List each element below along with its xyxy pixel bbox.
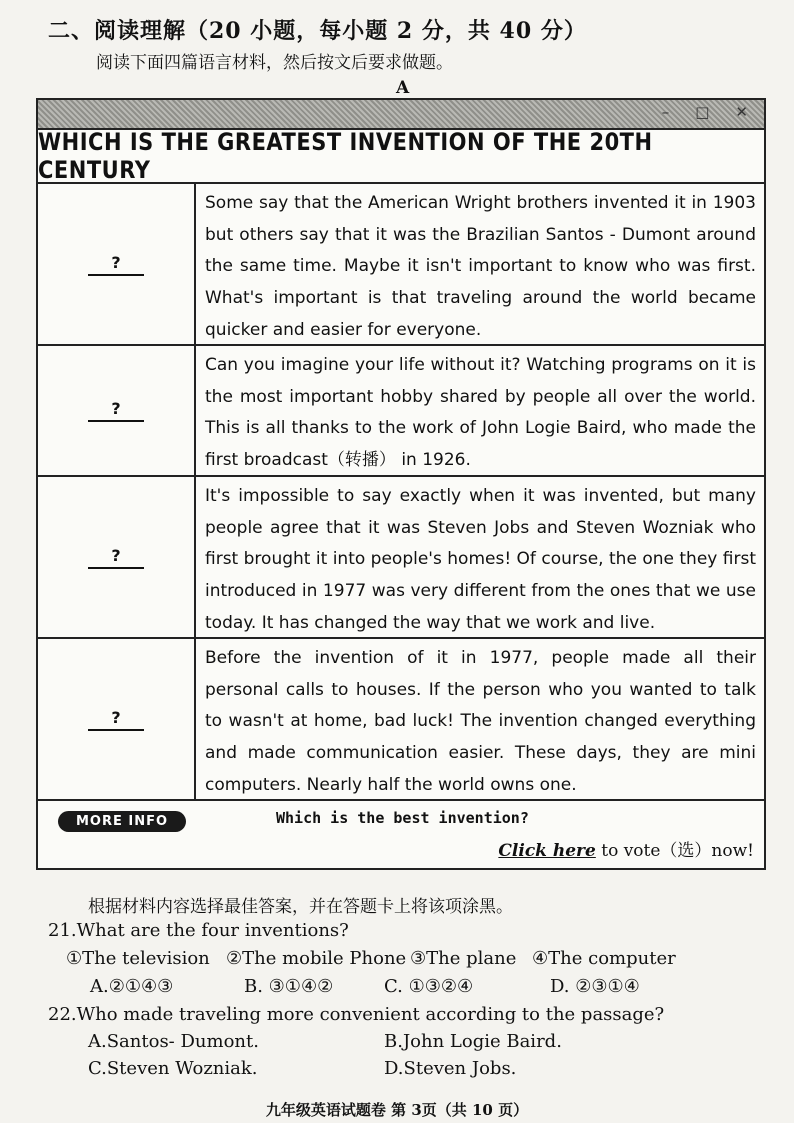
- vote-question: Which is the best invention?: [276, 809, 529, 827]
- click-here-link[interactable]: Click here: [498, 841, 596, 861]
- blank-cell: [38, 639, 196, 799]
- minimize-icon[interactable]: –: [661, 103, 670, 121]
- q21-item: ③The plane: [410, 948, 517, 969]
- window-controls: [662, 103, 748, 121]
- question-22-stem: 22.Who made traveling more convenient according to the passage?: [48, 1004, 665, 1025]
- section-instructions: 阅读下面四篇语言材料，然后按文后要求做题。: [96, 53, 453, 73]
- answer-blank: ?: [88, 708, 144, 731]
- more-info-badge[interactable]: MORE INFO: [58, 811, 186, 832]
- heading-row: [38, 130, 764, 184]
- invention-description: It's impossible to say exactly when it was invented, but many people agree that it was Steven Jobs and Steven Wozniak who first brought it into people's homes! Of course, the one they first introduced in 1977 was very different from the ones that we use today. It has changed the way that we work and live.: [205, 486, 756, 633]
- blank-cell: [38, 346, 196, 475]
- answer-blank: ?: [88, 399, 144, 422]
- invention-row: [38, 184, 764, 346]
- invention-description: Some say that the American Wright brothers invented it in 1903 but others say that it was the Brazilian Santos - Dumont around the same time. Maybe it isn't important to know who was first. What's important is that traveling around the world became quicker and easier for everyone.: [205, 193, 756, 340]
- q21-item: ②The mobile Phone: [226, 948, 407, 969]
- vote-line: [498, 836, 754, 861]
- q22-option-c: C.Steven Wozniak.: [88, 1058, 258, 1079]
- passage-heading: WHICH IS THE GREATEST INVENTION OF THE 20TH CENTURY: [38, 128, 653, 184]
- passage-letter: A: [396, 78, 410, 98]
- invention-row: [38, 346, 764, 477]
- close-icon[interactable]: ✕: [735, 103, 748, 121]
- more-info-row: [38, 801, 764, 879]
- answer-blank: ?: [88, 546, 144, 569]
- question-21-stem: 21.What are the four inventions?: [48, 920, 349, 941]
- window-titlebar: [38, 100, 764, 130]
- page-footer: 九年级英语试题卷 第 3页（共 10 页）: [265, 1101, 529, 1119]
- blank-cell: [38, 184, 196, 344]
- invention-description: Can you imagine your life without it? Watching programs on it is the most important hobby shared by people all over the world. This is all thanks to the work of John Logie Baird, who made the first broadcast（转播） in 1926.: [205, 355, 756, 471]
- invention-description: Before the invention of it in 1977, people made all their personal calls to houses. If the person who you wanted to talk to wasn't at home, bad luck! The invention changed everything and made communication easier. These days, they are mini computers. Nearly half the world owns one.: [205, 648, 756, 795]
- section-title: 二、阅读理解（20 小题，每小题 2 分，共 40 分）: [48, 18, 587, 44]
- answer-blank: ?: [88, 253, 144, 276]
- q22-option-b: B.John Logie Baird.: [384, 1031, 562, 1052]
- q21-option-d: D. ②③①④: [550, 976, 640, 997]
- q21-item: ①The television: [66, 948, 210, 969]
- question-instruction: 根据材料内容选择最佳答案，并在答题卡上将该项涂黑。: [88, 897, 513, 917]
- maximize-icon[interactable]: □: [695, 103, 710, 121]
- q21-option-c: C. ①③②④: [384, 976, 474, 997]
- invention-row: [38, 477, 764, 639]
- q22-option-d: D.Steven Jobs.: [384, 1058, 517, 1079]
- q21-item: ④The computer: [532, 948, 676, 969]
- invention-row: [38, 639, 764, 801]
- vote-text: to vote（选）now!: [595, 841, 754, 861]
- q21-option-b: B. ③①④②: [244, 976, 334, 997]
- q21-option-a: A.②①④③: [90, 976, 174, 997]
- q22-option-a: A.Santos- Dumont.: [88, 1031, 259, 1052]
- passage-window: [36, 98, 766, 870]
- blank-cell: [38, 477, 196, 637]
